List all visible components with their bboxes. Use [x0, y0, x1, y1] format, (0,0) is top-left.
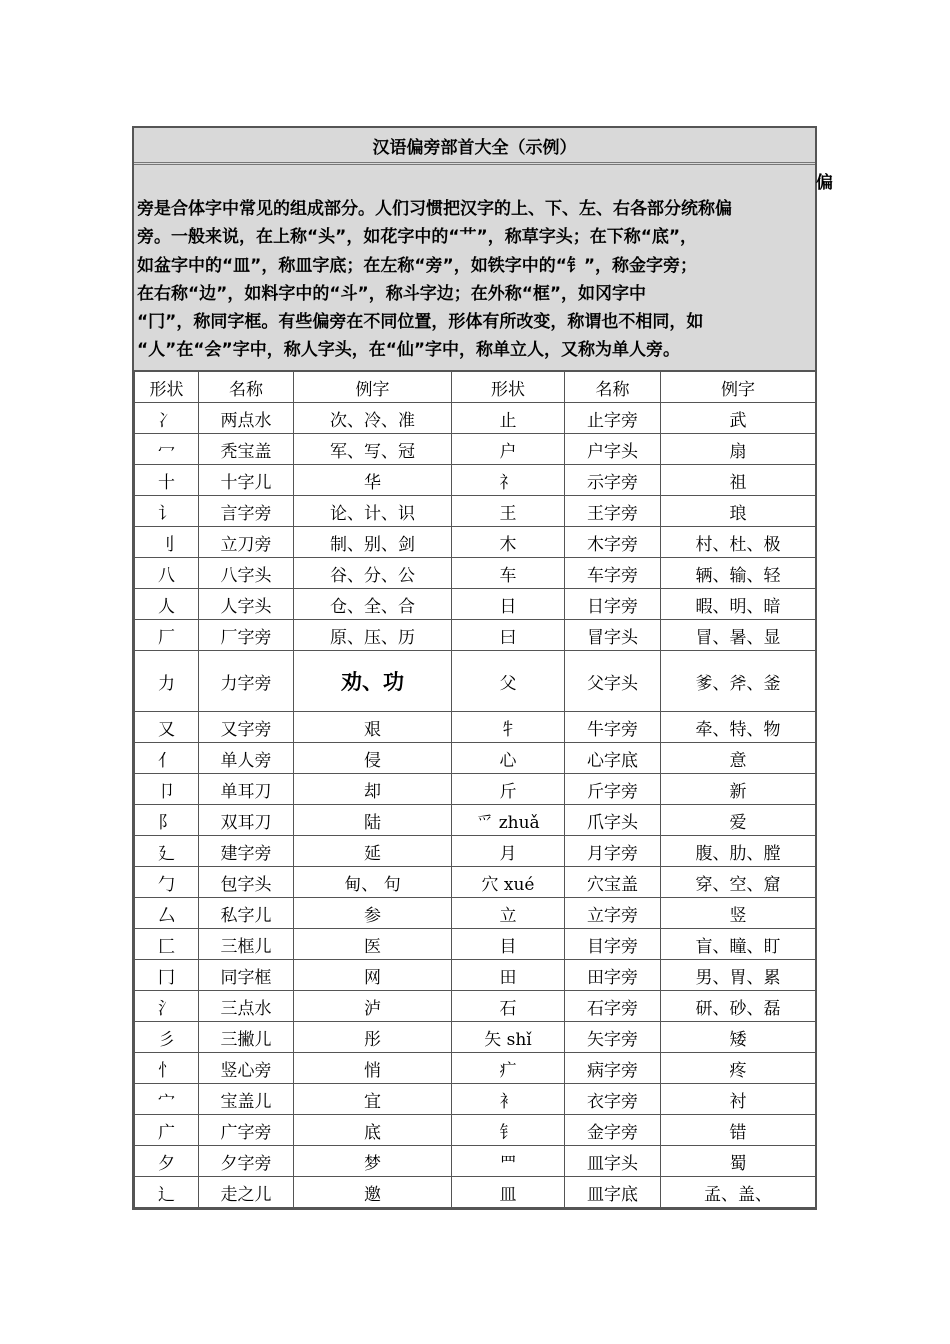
- header-shape: 形状: [135, 372, 199, 403]
- cell-shape: 夕: [135, 1146, 199, 1177]
- table-row: [135, 929, 816, 960]
- cell-name-2: 病字旁: [565, 1053, 661, 1084]
- cell-name: 单耳刀: [199, 774, 294, 805]
- cell-shape: 厂: [135, 620, 199, 651]
- cell-shape-2: 止: [452, 403, 565, 434]
- cell-name-2: 石字旁: [565, 991, 661, 1022]
- header-example: 例字: [294, 372, 452, 403]
- cell-name: 广字旁: [199, 1115, 294, 1146]
- cell-shape: 冫: [135, 403, 199, 434]
- cell-shape-2: 车: [452, 558, 565, 589]
- cell-name-2: 父字头: [565, 651, 661, 712]
- table-row: [135, 743, 816, 774]
- radicals-table: [134, 371, 816, 1208]
- cell-example: 论、计、识: [294, 496, 452, 527]
- cell-name-2: 止字旁: [565, 403, 661, 434]
- cell-name-2: 衣字旁: [565, 1084, 661, 1115]
- table-row: [135, 836, 816, 867]
- cell-name-2: 车字旁: [565, 558, 661, 589]
- cell-example: 医: [294, 929, 452, 960]
- cell-name-2: 斤字旁: [565, 774, 661, 805]
- cell-example: 艰: [294, 712, 452, 743]
- cell-example: 仓、全、合: [294, 589, 452, 620]
- cell-example: 原、压、历: [294, 620, 452, 651]
- cell-shape-2: 心: [452, 743, 565, 774]
- cell-example-2: 新: [661, 774, 816, 805]
- cell-example: 彤: [294, 1022, 452, 1053]
- table-row: [135, 558, 816, 589]
- cell-example: 悄: [294, 1053, 452, 1084]
- table-row: [135, 496, 816, 527]
- table-header-row: [135, 372, 816, 403]
- cell-example-2: 暇、明、暗: [661, 589, 816, 620]
- cell-name: 十字儿: [199, 465, 294, 496]
- cell-shape-2: 礻: [452, 465, 565, 496]
- cell-shape-2: 月: [452, 836, 565, 867]
- cell-shape: 忄: [135, 1053, 199, 1084]
- radicals-document: [132, 126, 817, 1210]
- table-row: [135, 1084, 816, 1115]
- cell-example-2: 穿、空、窟: [661, 867, 816, 898]
- table-row: [135, 651, 816, 712]
- cell-example-2: 衬: [661, 1084, 816, 1115]
- cell-shape-2: 目: [452, 929, 565, 960]
- cell-shape-2: 田: [452, 960, 565, 991]
- cell-name: 走之儿: [199, 1177, 294, 1208]
- cell-name-2: 立字旁: [565, 898, 661, 929]
- cell-name-2: 王字旁: [565, 496, 661, 527]
- cell-shape: 辶: [135, 1177, 199, 1208]
- cell-shape-2: 穴 xué: [452, 867, 565, 898]
- cell-shape-2: 曰: [452, 620, 565, 651]
- cell-example: 泸: [294, 991, 452, 1022]
- cell-example: 制、别、剑: [294, 527, 452, 558]
- cell-shape-2: 牜: [452, 712, 565, 743]
- cell-example-2: 冒、暑、显: [661, 620, 816, 651]
- cell-example-2: 爹、斧、釜: [661, 651, 816, 712]
- cell-name-2: 木字旁: [565, 527, 661, 558]
- cell-name: 包字头: [199, 867, 294, 898]
- cell-shape: 阝: [135, 805, 199, 836]
- cell-name-2: 矢字旁: [565, 1022, 661, 1053]
- cell-name: 竖心旁: [199, 1053, 294, 1084]
- intro-paragraph: [134, 165, 815, 371]
- cell-shape-2: 石: [452, 991, 565, 1022]
- cell-name: 八字头: [199, 558, 294, 589]
- cell-shape: 人: [135, 589, 199, 620]
- cell-example-2: 盲、瞳、盯: [661, 929, 816, 960]
- cell-shape: 八: [135, 558, 199, 589]
- cell-name: 两点水: [199, 403, 294, 434]
- cell-shape-2: 罒: [452, 1146, 565, 1177]
- intro-line: “冂”，称同字框。有些偏旁在不同位置，形体有所改变，称谓也不相同，如: [137, 312, 704, 333]
- cell-example: 梦: [294, 1146, 452, 1177]
- cell-shape: 廴: [135, 836, 199, 867]
- cell-name: 言字旁: [199, 496, 294, 527]
- cell-name: 宝盖儿: [199, 1084, 294, 1115]
- cell-example-2: 研、砂、磊: [661, 991, 816, 1022]
- cell-example-2: 疼: [661, 1053, 816, 1084]
- table-row: [135, 1146, 816, 1177]
- cell-example-2: 扇: [661, 434, 816, 465]
- cell-name-2: 皿字底: [565, 1177, 661, 1208]
- intro-line: 在右称“边”，如料字中的“斗”，称斗字边；在外称“框”，如冈字中: [137, 283, 647, 304]
- header-shape-2: 形状: [452, 372, 565, 403]
- cell-name-2: 月字旁: [565, 836, 661, 867]
- cell-shape-2: 斤: [452, 774, 565, 805]
- cell-example-2: 牵、特、物: [661, 712, 816, 743]
- cell-shape-2: 木: [452, 527, 565, 558]
- table-row: [135, 434, 816, 465]
- cell-shape-2: 爫 zhuǎ: [452, 805, 565, 836]
- table-row: [135, 589, 816, 620]
- cell-shape: 宀: [135, 1084, 199, 1115]
- cell-shape: 冖: [135, 434, 199, 465]
- cell-shape: 讠: [135, 496, 199, 527]
- table-row: [135, 960, 816, 991]
- cell-shape-2: 疒: [452, 1053, 565, 1084]
- document-title: 汉语偏旁部首大全（示例）: [134, 128, 815, 165]
- table-row: [135, 527, 816, 558]
- cell-name: 秃宝盖: [199, 434, 294, 465]
- table-row: [135, 1115, 816, 1146]
- cell-example: 却: [294, 774, 452, 805]
- cell-example: 劝、功: [294, 651, 452, 712]
- cell-name: 立刀旁: [199, 527, 294, 558]
- cell-shape-2: 钅: [452, 1115, 565, 1146]
- cell-example-2: 错: [661, 1115, 816, 1146]
- table-row: [135, 867, 816, 898]
- cell-name-2: 心字底: [565, 743, 661, 774]
- cell-shape-2: 衤: [452, 1084, 565, 1115]
- cell-example: 参: [294, 898, 452, 929]
- cell-name-2: 日字旁: [565, 589, 661, 620]
- intro-overflow-char: 偏: [816, 173, 833, 193]
- cell-shape-2: 日: [452, 589, 565, 620]
- cell-name-2: 冒字头: [565, 620, 661, 651]
- cell-name: 三框儿: [199, 929, 294, 960]
- cell-example: 邀: [294, 1177, 452, 1208]
- cell-example: 华: [294, 465, 452, 496]
- cell-shape: 力: [135, 651, 199, 712]
- cell-example-2: 琅: [661, 496, 816, 527]
- cell-name-2: 田字旁: [565, 960, 661, 991]
- cell-shape-2: 矢 shǐ: [452, 1022, 565, 1053]
- header-example-2: 例字: [661, 372, 816, 403]
- table-row: [135, 898, 816, 929]
- table-row: [135, 403, 816, 434]
- cell-shape: 刂: [135, 527, 199, 558]
- header-name-2: 名称: [565, 372, 661, 403]
- cell-shape-2: 户: [452, 434, 565, 465]
- cell-name-2: 皿字头: [565, 1146, 661, 1177]
- cell-name: 建字旁: [199, 836, 294, 867]
- cell-name: 三点水: [199, 991, 294, 1022]
- intro-line: 旁。一般来说，在上称“头”，如花字中的“艹”，称草字头；在下称“底”，: [137, 227, 698, 248]
- cell-name-2: 户字头: [565, 434, 661, 465]
- cell-name-2: 示字旁: [565, 465, 661, 496]
- cell-shape-2: 王: [452, 496, 565, 527]
- cell-example-2: 竖: [661, 898, 816, 929]
- cell-shape: 厶: [135, 898, 199, 929]
- cell-example: 延: [294, 836, 452, 867]
- cell-name-2: 穴宝盖: [565, 867, 661, 898]
- cell-name: 人字头: [199, 589, 294, 620]
- cell-shape-2: 立: [452, 898, 565, 929]
- cell-example: 军、写、冠: [294, 434, 452, 465]
- table-row: [135, 465, 816, 496]
- cell-example: 侵: [294, 743, 452, 774]
- cell-shape: 勹: [135, 867, 199, 898]
- cell-name: 私字儿: [199, 898, 294, 929]
- cell-shape: 彡: [135, 1022, 199, 1053]
- cell-name: 双耳刀: [199, 805, 294, 836]
- cell-name-2: 金字旁: [565, 1115, 661, 1146]
- cell-shape: 亻: [135, 743, 199, 774]
- cell-example-2: 辆、输、轻: [661, 558, 816, 589]
- cell-name: 厂字旁: [199, 620, 294, 651]
- cell-name: 夕字旁: [199, 1146, 294, 1177]
- cell-name: 单人旁: [199, 743, 294, 774]
- table-row: [135, 805, 816, 836]
- cell-example-2: 武: [661, 403, 816, 434]
- cell-name-2: 牛字旁: [565, 712, 661, 743]
- cell-shape-2: 父: [452, 651, 565, 712]
- table-row: [135, 1022, 816, 1053]
- table-row: [135, 712, 816, 743]
- header-name: 名称: [199, 372, 294, 403]
- table-row: [135, 991, 816, 1022]
- cell-example: 网: [294, 960, 452, 991]
- cell-example-2: 祖: [661, 465, 816, 496]
- cell-example: 底: [294, 1115, 452, 1146]
- cell-example: 宜: [294, 1084, 452, 1115]
- cell-name-2: 爪字头: [565, 805, 661, 836]
- cell-shape: 冂: [135, 960, 199, 991]
- cell-shape: 十: [135, 465, 199, 496]
- table-row: [135, 774, 816, 805]
- cell-shape: 又: [135, 712, 199, 743]
- cell-example: 甸、 句: [294, 867, 452, 898]
- cell-name: 同字框: [199, 960, 294, 991]
- table-row: [135, 620, 816, 651]
- cell-shape: 匚: [135, 929, 199, 960]
- cell-shape: 卩: [135, 774, 199, 805]
- cell-example: 次、冷、准: [294, 403, 452, 434]
- cell-example-2: 男、胃、累: [661, 960, 816, 991]
- cell-name: 力字旁: [199, 651, 294, 712]
- cell-name: 又字旁: [199, 712, 294, 743]
- cell-name: 三撇儿: [199, 1022, 294, 1053]
- cell-example-2: 爱: [661, 805, 816, 836]
- intro-line: “人”在“会”字中，称人字头，在“仙”字中，称单立人，又称为单人旁。: [137, 340, 681, 361]
- table-row: [135, 1177, 816, 1208]
- cell-example-2: 孟、盖、: [661, 1177, 816, 1208]
- cell-example-2: 蜀: [661, 1146, 816, 1177]
- cell-shape: 氵: [135, 991, 199, 1022]
- cell-name-2: 目字旁: [565, 929, 661, 960]
- intro-line: 如盆字中的“皿”，称皿字底；在左称“旁”，如铁字中的“钅”，称金字旁；: [137, 255, 698, 276]
- cell-example-2: 腹、肋、膛: [661, 836, 816, 867]
- cell-example-2: 村、杜、极: [661, 527, 816, 558]
- cell-example: 陆: [294, 805, 452, 836]
- cell-example: 谷、分、公: [294, 558, 452, 589]
- table-row: [135, 1053, 816, 1084]
- cell-example-2: 意: [661, 743, 816, 774]
- cell-shape-2: 皿: [452, 1177, 565, 1208]
- cell-shape: 广: [135, 1115, 199, 1146]
- cell-example-2: 矮: [661, 1022, 816, 1053]
- intro-line: 旁是合体字中常见的组成部分。人们习惯把汉字的上、下、左、右各部分统称偏: [137, 199, 732, 219]
